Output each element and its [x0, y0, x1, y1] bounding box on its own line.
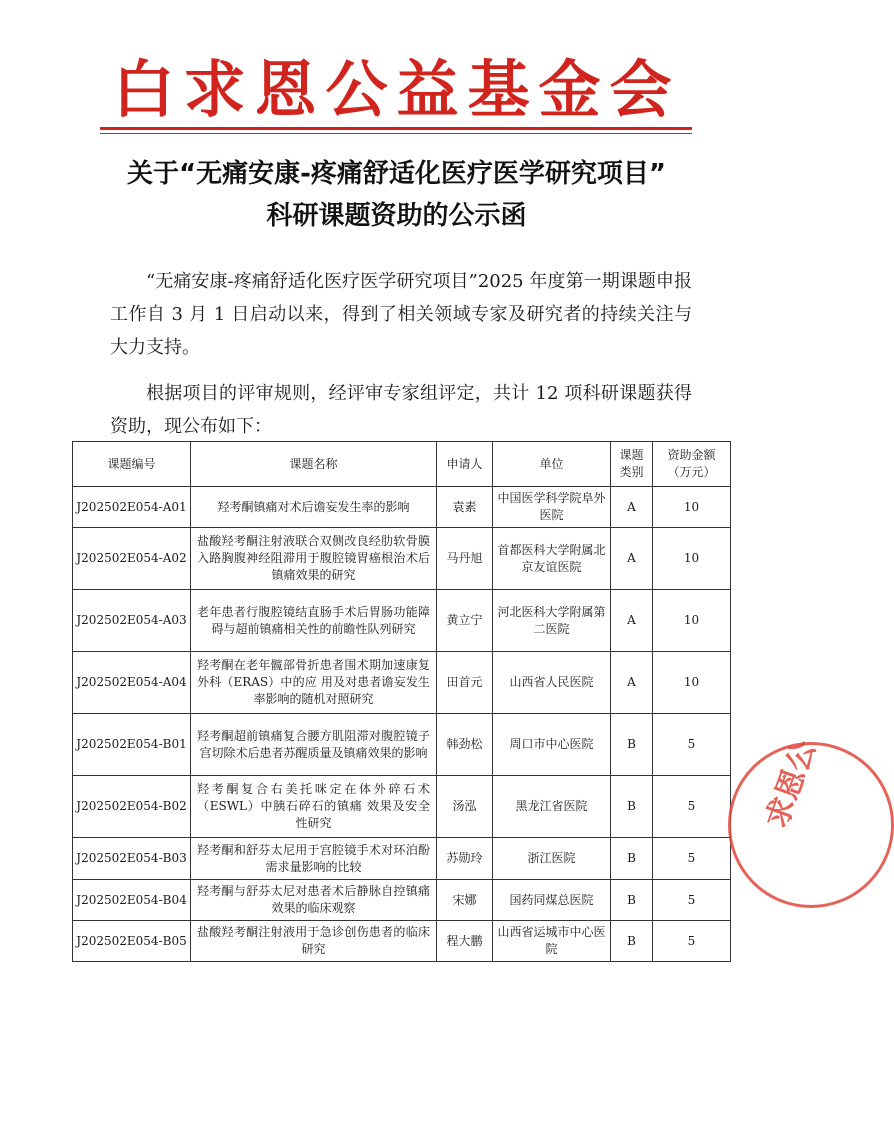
- cell-category: A: [611, 487, 653, 528]
- table-header-row: [73, 442, 731, 487]
- cell-applicant: 汤泓: [437, 776, 493, 838]
- cell-code: J202502E054-A03: [73, 590, 191, 652]
- cell-applicant: 韩劲松: [437, 714, 493, 776]
- cell-amount: 10: [653, 487, 731, 528]
- cell-amount: 10: [653, 652, 731, 714]
- table-row: [73, 528, 731, 590]
- table-row: [73, 590, 731, 652]
- cell-category: A: [611, 652, 653, 714]
- table-row: [73, 880, 731, 921]
- table-row: [73, 838, 731, 880]
- document-title-line2: 科研课题资助的公示函: [266, 201, 527, 231]
- table-row: [73, 714, 731, 776]
- cell-code: J202502E054-A01: [73, 487, 191, 528]
- letterhead-rule-thin: [100, 133, 692, 134]
- cell-category: B: [611, 714, 653, 776]
- header-unit: 单位: [493, 442, 611, 487]
- cell-title: 盐酸羟考酮注射液联合双侧改良经肋软骨膜入路胸腹神经阻滞用于腹腔镜胃癌根治术后镇痛效果的研究: [191, 528, 437, 590]
- cell-applicant: 田首元: [437, 652, 493, 714]
- header-applicant: 申请人: [437, 442, 493, 487]
- cell-code: J202502E054-A02: [73, 528, 191, 590]
- cell-applicant: 黄立宁: [437, 590, 493, 652]
- announcement-paragraph: 根据项目的评审规则，经评审专家组评定，共计 12 项科研课题获得资助，现公布如下：: [110, 383, 692, 437]
- cell-unit: 黑龙江省医院: [493, 776, 611, 838]
- cell-unit: 河北医科大学附属第二医院: [493, 590, 611, 652]
- table-row: [73, 921, 731, 962]
- cell-category: A: [611, 590, 653, 652]
- table-row: [73, 652, 731, 714]
- document-title-line1: 关于“无痛安康-疼痛舒适化医疗医学研究项目”: [127, 159, 666, 189]
- cell-code: J202502E054-A04: [73, 652, 191, 714]
- cell-amount: 5: [653, 880, 731, 921]
- cell-category: B: [611, 921, 653, 962]
- table-row: [73, 487, 731, 528]
- header-amount: 资助金额（万元）: [653, 442, 731, 487]
- cell-applicant: 袁素: [437, 487, 493, 528]
- table-row: [73, 776, 731, 838]
- cell-unit: 周口市中心医院: [493, 714, 611, 776]
- header-category: 课题类别: [611, 442, 653, 487]
- cell-category: B: [611, 838, 653, 880]
- header-title: 课题名称: [191, 442, 437, 487]
- cell-title: 羟考酮超前镇痛复合腰方肌阻滞对腹腔镜子宫切除术后患者苏醒质量及镇痛效果的影响: [191, 714, 437, 776]
- cell-amount: 5: [653, 776, 731, 838]
- cell-category: B: [611, 880, 653, 921]
- cell-title: 老年患者行腹腔镜结直肠手术后胃肠功能障碍与超前镇痛相关性的前瞻性队列研究: [191, 590, 437, 652]
- letterhead-rule-thick: [100, 127, 692, 130]
- cell-applicant: 苏勋玲: [437, 838, 493, 880]
- cell-applicant: 马丹旭: [437, 528, 493, 590]
- cell-code: J202502E054-B05: [73, 921, 191, 962]
- header-code: 课题编号: [73, 442, 191, 487]
- cell-unit: 浙江医院: [493, 838, 611, 880]
- cell-unit: 国药同煤总医院: [493, 880, 611, 921]
- cell-amount: 10: [653, 590, 731, 652]
- cell-title: 羟考酮与舒芬太尼对患者术后静脉自控镇痛效果的临床观察: [191, 880, 437, 921]
- cell-category: B: [611, 776, 653, 838]
- org-letterhead-title: 白求恩公益基金会: [112, 53, 681, 126]
- cell-unit: 山西省人民医院: [493, 652, 611, 714]
- cell-unit: 中国医学科学院阜外医院: [493, 487, 611, 528]
- cell-code: J202502E054-B04: [73, 880, 191, 921]
- cell-code: J202502E054-B01: [73, 714, 191, 776]
- cell-amount: 5: [653, 714, 731, 776]
- cell-title: 羟考酮复合右美托咪定在体外碎石术（ESWL）中胰石碎石的镇痛 效果及安全性研究: [191, 776, 437, 838]
- cell-amount: 10: [653, 528, 731, 590]
- cell-code: J202502E054-B03: [73, 838, 191, 880]
- cell-applicant: 程大鹏: [437, 921, 493, 962]
- cell-unit: 山西省运城市中心医院: [493, 921, 611, 962]
- cell-category: A: [611, 528, 653, 590]
- grants-table: [72, 441, 731, 962]
- cell-title: 盐酸羟考酮注射液用于急诊创伤患者的临床研究: [191, 921, 437, 962]
- cell-title: 羟考酮在老年髋部骨折患者围术期加速康复外科（ERAS）中的应 用及对患者谵妄发生率影响的随机对照研究: [191, 652, 437, 714]
- cell-unit: 首都医科大学附属北京友谊医院: [493, 528, 611, 590]
- cell-code: J202502E054-B02: [73, 776, 191, 838]
- cell-amount: 5: [653, 921, 731, 962]
- seal-text: 求恩公: [759, 736, 824, 833]
- cell-title: 羟考酮和舒芬太尼用于宫腔镜手术对环泊酚需求量影响的比较: [191, 838, 437, 880]
- cell-applicant: 宋娜: [437, 880, 493, 921]
- cell-amount: 5: [653, 838, 731, 880]
- intro-paragraph: “无痛安康-疼痛舒适化医疗医学研究项目”2025 年度第一期课题申报工作自 3 月 1 日启动以来，得到了相关领域专家及研究者的持续关注与大力支持。: [110, 271, 692, 358]
- cell-title: 羟考酮镇痛对术后谵妄发生率的影响: [191, 487, 437, 528]
